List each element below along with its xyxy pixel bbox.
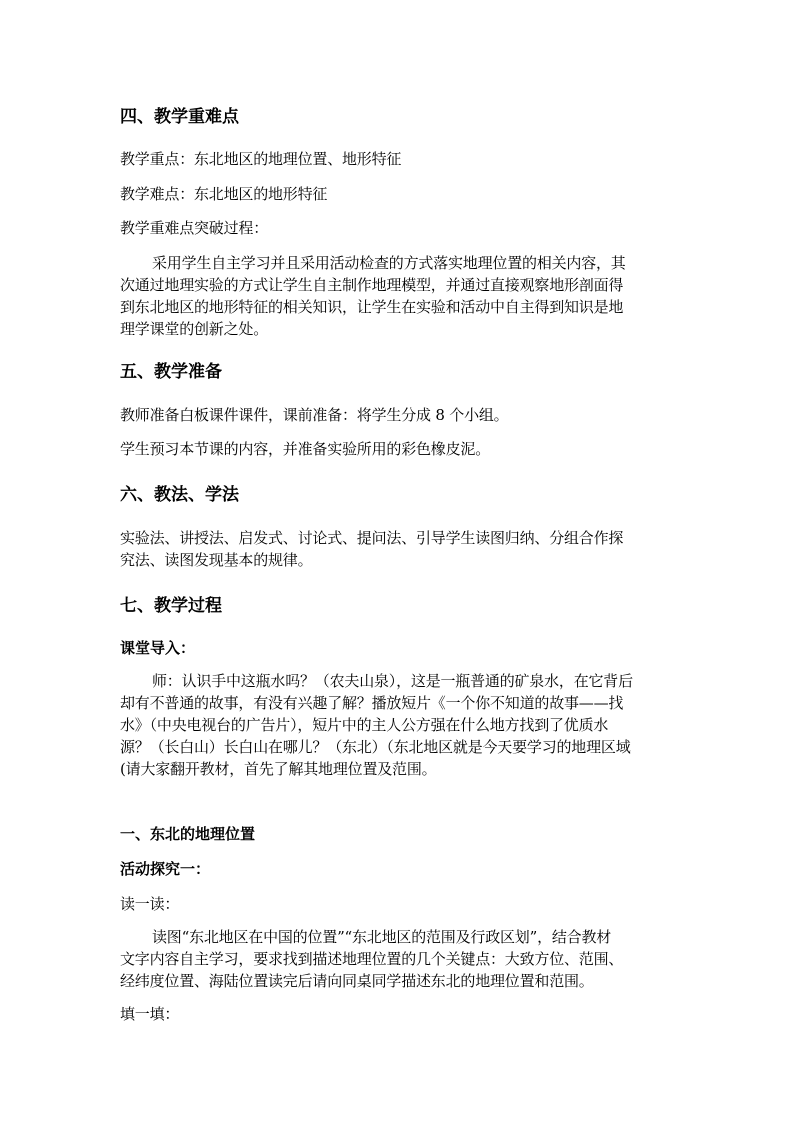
read-line-2: 文字内容自主学习，要求找到描述地理位置的几个关键点：大致方位、范围、 [120, 950, 624, 968]
part1-heading: 一、东北的地理位置 [120, 825, 256, 843]
methods-line-2: 究法、读图发现基本的规律。 [120, 551, 313, 569]
read-line-1: 读图“东北地区在中国的位置”“东北地区的范围及行政区划”，结合教材 [152, 928, 612, 946]
intro-label: 课堂导入： [120, 639, 196, 657]
section-heading-4: 四、教学重难点 [120, 107, 239, 127]
breakthrough-line-2: 次通过地理实验的方式让学生自主制作地理模型，并通过直接观察地形剖面得 [120, 276, 624, 294]
fill-label: 填一填： [120, 1005, 180, 1023]
methods-line-1: 实验法、讲授法、启发式、讨论式、提问法、引导学生读图归纳、分组合作探 [120, 529, 624, 547]
intro-line-1: 师：认识手中这瓶水吗？（农夫山泉），这是一瓶普通的矿泉水，在它背后 [152, 672, 633, 690]
breakthrough-label: 教学重难点突破过程： [120, 219, 269, 237]
intro-line-4: 源？（长白山）长白山在哪儿？（东北）（东北地区就是今天要学习的地理区域 [120, 738, 631, 756]
key-point-line: 教学重点：东北地区的地理位置、地形特征 [120, 150, 402, 168]
breakthrough-line-3: 到东北地区的地形特征的相关知识，让学生在实验和活动中自主得到知识是地 [120, 298, 624, 316]
intro-line-2: 却有不普通的故事，有没有兴趣了解？播放短片《一个你不知道的故事——找 [120, 694, 624, 712]
intro-line-3: 水》（中央电视台的广告片），短片中的主人公方强在什么地方找到了优质水 [120, 716, 609, 734]
breakthrough-line-4: 理学课堂的创新之处。 [120, 320, 269, 338]
preparation-line-2: 学生预习本节课的内容，并准备实验所用的彩色橡皮泥。 [120, 440, 491, 458]
breakthrough-line-1: 采用学生自主学习并且采用活动检查的方式落实地理位置的相关内容，其 [152, 254, 626, 272]
activity-label: 活动探究一： [120, 860, 211, 878]
intro-line-5: (请大家翻开教材，首先了解其地理位置及范围。 [120, 760, 437, 778]
read-line-3: 经纬度位置、海陆位置读完后请向同桌同学描述东北的地理位置和范围。 [120, 972, 594, 990]
section-heading-6: 六、教法、学法 [120, 485, 239, 505]
difficult-point-line: 教学难点：东北地区的地形特征 [120, 185, 328, 203]
preparation-line-1: 教师准备白板课件课件，课前准备：将学生分成 8 个小组。 [120, 406, 509, 424]
section-heading-5: 五、教学准备 [120, 362, 222, 382]
section-heading-7: 七、教学过程 [120, 596, 222, 616]
read-label: 读一读： [120, 895, 180, 913]
